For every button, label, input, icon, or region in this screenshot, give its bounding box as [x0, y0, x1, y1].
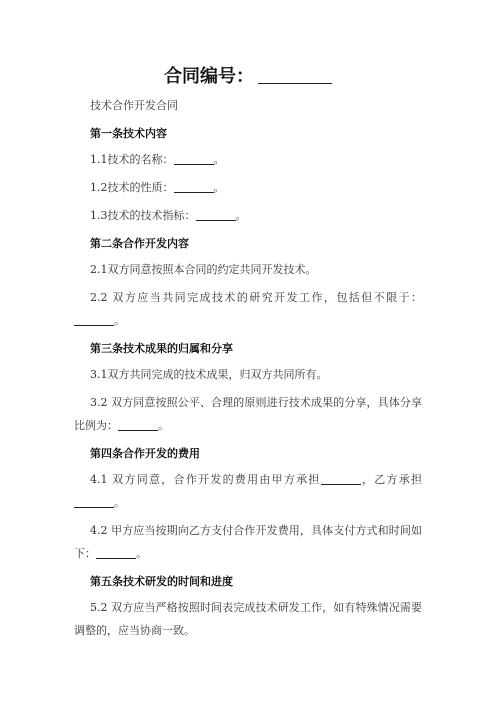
section-heading-4: 第四条合作开发的费用 [90, 447, 200, 460]
fill-blank [118, 416, 158, 431]
clause-text: 4.2 甲方应当按期向乙方支付合作开发费用，具体支付方式和时间如下： [74, 524, 422, 560]
section-heading-5: 第五条技术研发的时间和进度 [90, 575, 233, 588]
clause-1-1 [74, 148, 422, 171]
fill-blank [74, 311, 114, 326]
clause-text: 4.1 双方同意，合作开发的费用由甲方承担 [90, 473, 321, 486]
clause-3-1 [74, 363, 422, 386]
clause-2-2 [74, 286, 422, 332]
clause-text: 1.3技术的技术指标： [90, 209, 196, 222]
fill-blank [174, 178, 214, 193]
clause-5-2 [74, 596, 422, 642]
clause-text: 3.1双方共同完成的技术成果，归双方共同所有。 [90, 368, 328, 381]
fill-blank [174, 150, 214, 165]
title-text: 合同编号： [164, 66, 254, 87]
fill-blank [196, 206, 236, 221]
clause-suffix: 。 [114, 314, 125, 327]
clause-3-2 [74, 391, 422, 437]
clause-text: 5.2 双方应当严格按照时间表完成技术研发工作，如有特殊情况需要调整的，应当协商一致。 [74, 601, 422, 637]
clause-4-1 [74, 468, 422, 514]
clause-1-2 [74, 176, 422, 199]
clause-suffix: 。 [114, 496, 125, 509]
clause-2-1 [74, 258, 422, 281]
fill-blank [74, 493, 114, 508]
clause-suffix: 。 [235, 209, 247, 222]
contract-number-title [74, 64, 422, 90]
clause-1-3 [74, 204, 422, 227]
clause-text: 3.2 双方同意按照公平、合理的原则进行技术成果的分享，具体分享比例为： [74, 396, 422, 432]
clause-text: 2.1双方同意按照本合同的约定共同开发技术。 [90, 263, 317, 276]
contract-number-blank [258, 65, 332, 84]
clause-middle: ，乙方承担 [360, 473, 422, 486]
clause-4-2 [74, 519, 422, 565]
clause-text: 2.2 双方应当共同完成技术的研究开发工作，包括但不限于： [90, 291, 422, 304]
fill-blank [321, 470, 361, 485]
fill-blank [96, 544, 136, 559]
clause-suffix: 。 [213, 181, 225, 194]
section-heading-3: 第三条技术成果的归属和分享 [90, 342, 233, 355]
contract-subtitle: 技术合作开发合同 [90, 99, 178, 112]
clause-suffix: 。 [136, 547, 147, 560]
clause-suffix: 。 [213, 153, 225, 166]
section-heading-2: 第二条合作开发内容 [90, 237, 189, 250]
section-heading-1: 第一条技术内容 [90, 127, 167, 140]
clause-suffix: 。 [158, 419, 169, 432]
clause-text: 1.1技术的名称： [90, 153, 174, 166]
clause-text: 1.2技术的性质： [90, 181, 174, 194]
